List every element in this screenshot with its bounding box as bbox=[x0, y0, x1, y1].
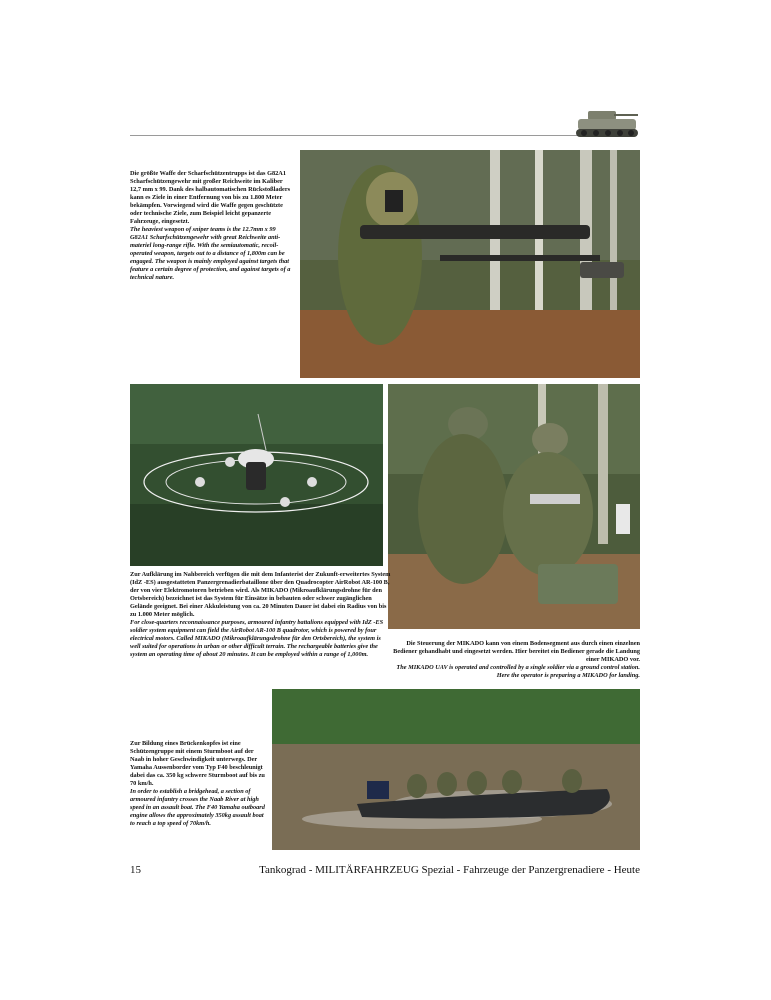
page-number: 15 bbox=[130, 864, 141, 876]
drone-caption-de: Zur Aufklärung im Nahbereich verfügen die mit dem Infanterist der Zukunft-erweitertes System (IdZ -ES) ausgestatteten Panzergrenadierbataillone über den Quadrocopter AirRobot AR-100 B, der von vier Elektromotoren betrieben wird. Als MIKADO (Mikroaufklärungsdrohne für den Ortsbereich) bezeichnet ist das System für Einsätze in bebauten oder schwer zugänglichen Gelände geeignet. Bei einer Akkuleistung von ca. 20 Minuten Dauer ist dabei ein Radius von bis zu 1.000 Meter möglich. bbox=[130, 571, 391, 618]
sniper-caption-de: Die größte Waffe der Scharfschützentrupps ist das G82A1 Scharfschützengewehr mit großer Reichweite im Kaliber 12,7 mm x 99. Dank des halbautomatischen Rückstoßladers kann es Ziele in einer Entfernung von bis zu 1.800 Meter bekämpfen. Vorwiegend wird die Waffe gegen geschützte oder technische Ziele, zum Beispiel leicht gepanzerte Fahrzeuge, eingesetzt. bbox=[130, 170, 291, 225]
operator-photo bbox=[388, 384, 640, 629]
boat-caption-en: In order to establish a bridgehead, a section of armoured infantry crosses the Naab River at high speed in an assault boat. The F40 Yamaha outboard engine allows the approximately 350kg assault boat to reach a top speed of 70km/h. bbox=[130, 788, 265, 827]
drone-photo bbox=[130, 384, 383, 566]
boat-caption-de: Zur Bildung eines Brückenkopfes ist eine Schützengruppe mit einem Sturmboot auf der Naab in hoher Geschwindigkeit unterwegs. Der Yamaha Aussenborder vom Typ F40 beschleunigt dabei das ca. 350 kg schwere Sturmboot auf bis zu 70 km/h. bbox=[130, 740, 265, 787]
drone-caption bbox=[130, 571, 392, 659]
header-rule bbox=[130, 135, 578, 136]
tank-logo-icon bbox=[574, 105, 640, 141]
operator-caption-en: The MIKADO UAV is operated and controlled by a single soldier via a ground control station. Here the operator is preparing a MIKADO for landing. bbox=[396, 664, 640, 679]
operator-caption bbox=[392, 640, 640, 680]
boat-caption bbox=[130, 740, 268, 828]
sniper-photo bbox=[300, 150, 640, 378]
sniper-caption bbox=[130, 170, 295, 282]
boat-photo bbox=[272, 689, 640, 850]
footer-title: Tankograd - MILITÄRFAHRZEUG Spezial - Fahrzeuge der Panzergrenadiere - Heute bbox=[259, 864, 640, 876]
sniper-caption-en: The heaviest weapon of sniper teams is the 12.7mm x 99 G82A1 Scharfschützengewehr with great Reichweite anti-materiel long-range rifle. With the semiautomatic, recoil-operated weapon, targets out to a distance of 1,800m can be engaged. The weapon is mainly employed against targets that feature a certain degree of protection, and against targets of a technical nature. bbox=[130, 226, 291, 281]
drone-caption-en: For close-quarters reconnaissance purposes, armoured infantry battalions equipped with IdZ -ES soldier system equipment can field the AirRobot AR-100 B quadrotor, which is powered by four electrical motors. Called MIKADO (Mikroaufklärungsdrohne für den Ortsbereich), the system is well suited for operations in urban or other difficult terrain. The rechargeable batteries give the system an operating time of about 20 minutes. It can be employed within a range of 1,000m. bbox=[130, 619, 384, 658]
operator-caption-de: Die Steuerung der MIKADO kann von einem Bodensegment aus durch einen einzelnen Bediener gehandhabt und eingesetzt werden. Hier bereitet ein Bediener gerade die Landung einer MIKADO vor. bbox=[393, 640, 640, 663]
